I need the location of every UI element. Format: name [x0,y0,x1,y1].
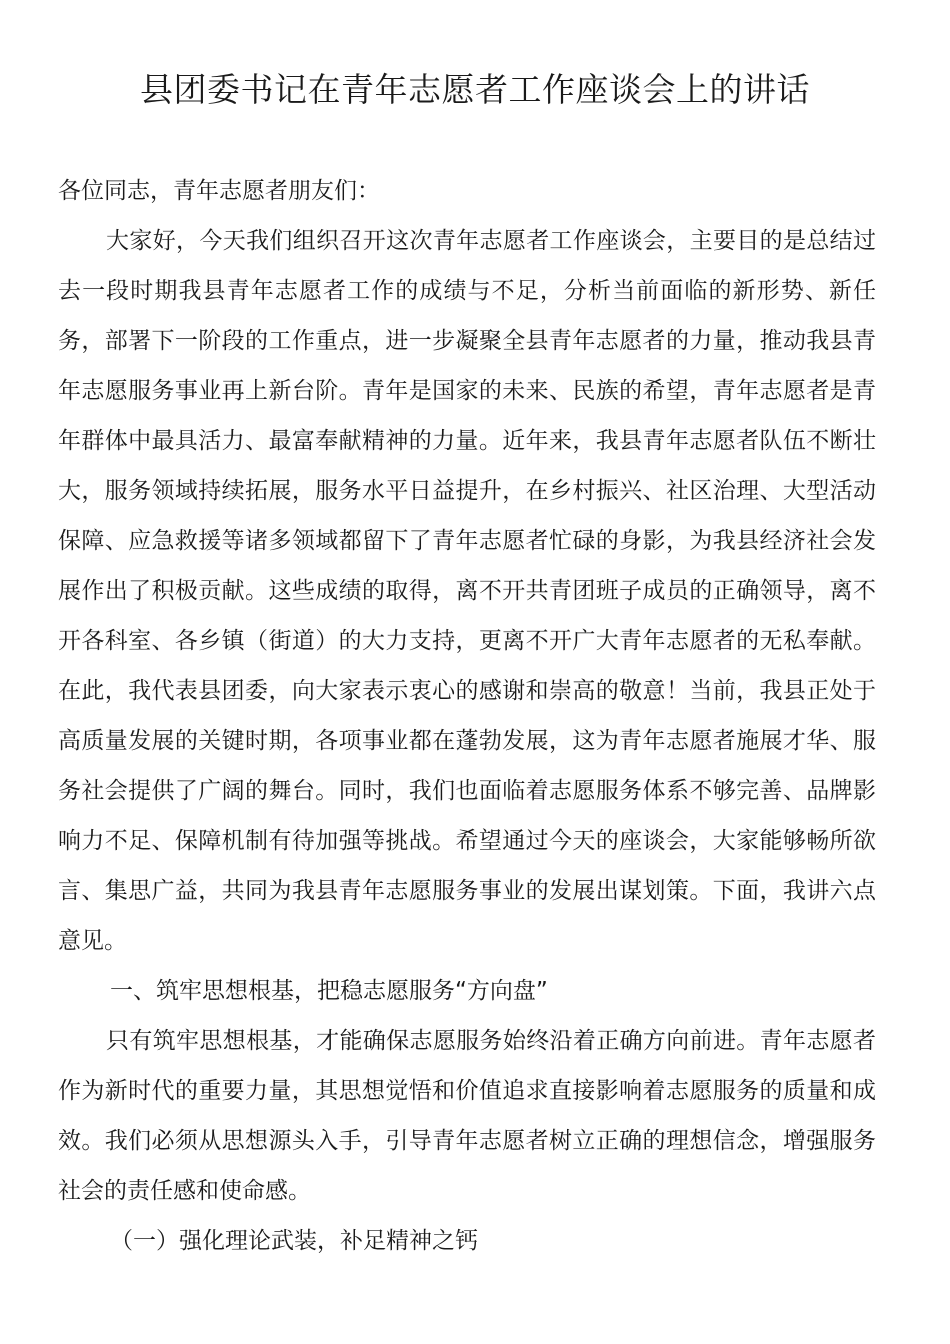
salutation: 各位同志，青年志愿者朋友们： [58,178,380,204]
document-title: 县团委书记在青年志愿者工作座谈会上的讲话 [140,70,810,109]
subsection-heading: （一）强化理论武装，补足精神之钙 [110,1228,478,1254]
section-paragraph: 只有筑牢思想根基，才能确保志愿服务始终沿着正确方向前进。青年志愿者作为新时代的重要力量，其思想觉悟和价值追求直接影响着志愿服务的质量和成效。我们必须从思想源头入手，引导青年志愿者树立正确的理想信念，增强服务社会的责任感和使命感。 [58,1028,876,1204]
document-body [58,166,876,1266]
section-heading: 一、筑牢思想根基，把稳志愿服务“方向盘” [110,978,548,1004]
intro-paragraph: 大家好，今天我们组织召开这次青年志愿者工作座谈会，主要目的是总结过去一段时期我县青年志愿者工作的成绩与不足，分析当前面临的新形势、新任务，部署下一阶段的工作重点，进一步凝聚全县青年志愿者的力量，推动我县青年志愿服务事业再上新台阶。青年是国家的未来、民族的希望，青年志愿者是青年群体中最具活力、最富奉献精神的力量。近年来，我县青年志愿者队伍不断壮大，服务领域持续拓展，服务水平日益提升，在乡村振兴、社区治理、大型活动保障、应急救援等诸多领域都留下了青年志愿者忙碌的身影，为我县经济社会发展作出了积极贡献。这些成绩的取得，离不开共青团班子成员的正确领导，离不开各科室、各乡镇（街道）的大力支持，更离不开广大青年志愿者的无私奉献。在此，我代表县团委，向大家表示衷心的感谢和崇高的敬意！当前，我县正处于高质量发展的关键时期，各项事业都在蓬勃发展，这为青年志愿者施展才华、服务社会提供了广阔的舞台。同时，我们也面临着志愿服务体系不够完善、品牌影响力不足、保障机制有待加强等挑战。希望通过今天的座谈会，大家能够畅所欲言、集思广益，共同为我县青年志愿服务事业的发展出谋划策。下面，我讲六点意见。 [58,228,876,954]
